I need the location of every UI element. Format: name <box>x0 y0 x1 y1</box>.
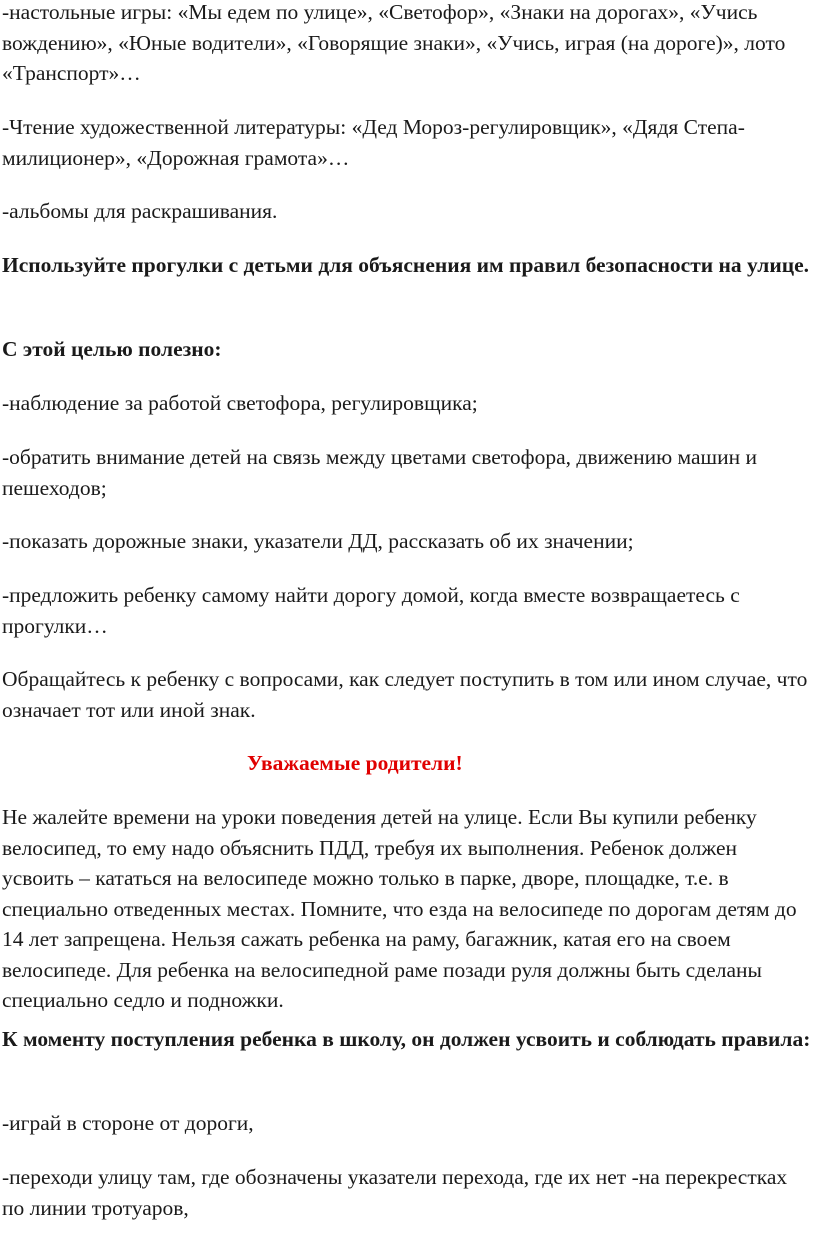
paragraph-observe-traffic-light: -наблюдение за работой светофора, регулировщика; <box>2 391 478 415</box>
heading-dear-parents: Уважаемые родители! <box>247 751 463 775</box>
paragraph-use-walks: Используйте прогулки с детьми для объяснения им правил безопасности на улице. <box>2 253 810 277</box>
paragraph-ask-questions: Обращайтесь к ребенку с вопросами, как следует поступить в том или ином случае, что означает тот или иной знак. <box>2 667 808 722</box>
paragraph-find-way-home: -предложить ребенку самому найти дорогу домой, когда вместе возвращаетесь с прогулки… <box>2 583 740 638</box>
paragraph-play-away-from-road: -играй в стороне от дороги, <box>2 1111 254 1135</box>
paragraph-attention-colors: -обратить внимание детей на связь между цветами светофора, движению машин и пешеходов; <box>2 445 757 500</box>
paragraph-bicycle-rules: Не жалейте времени на уроки поведения детей на улице. Если Вы купили ребенку велосипед, то ему надо объяснить ПДД, требуя их выполнения. Ребенок должен усвоить – кататься на велосипеде можно только в парке, дворе, площадке, т.е. в специально отведенных местах. Помните, что езда на велосипеде по дорогам детям до 14 лет запрещена. Нельзя сажать ребенка на раму, багажник, катая его на своем велосипеде. Для ребенка на велосипедной раме позади руля должны быть сделаны специально седло и подножки. <box>2 805 797 1012</box>
paragraph-coloring-albums: -альбомы для раскрашивания. <box>2 199 278 223</box>
paragraph-show-road-signs: -показать дорожные знаки, указатели ДД, рассказать об их значении; <box>2 529 634 553</box>
paragraph-school-entry-rules: К моменту поступления ребенка в школу, он должен усвоить и соблюдать правила: <box>2 1027 811 1051</box>
paragraph-useful-for-this: С этой целью полезно: <box>2 337 222 361</box>
paragraph-board-games: -настольные игры: «Мы едем по улице», «Светофор», «Знаки на дорогах», «Учись вождению», «Юные водители», «Говорящие знаки», «Учись, играя (на дороге)», лото «Транспорт»… <box>2 0 786 85</box>
paragraph-reading-literature: -Чтение художественной литературы: «Дед Мороз-регулировщик», «Дядя Степа-милиционер», «Дорожная грамота»… <box>2 115 745 170</box>
paragraph-cross-street: -переходи улицу там, где обозначены указатели перехода, где их нет -на перекрестках по линии тротуаров, <box>2 1165 788 1220</box>
